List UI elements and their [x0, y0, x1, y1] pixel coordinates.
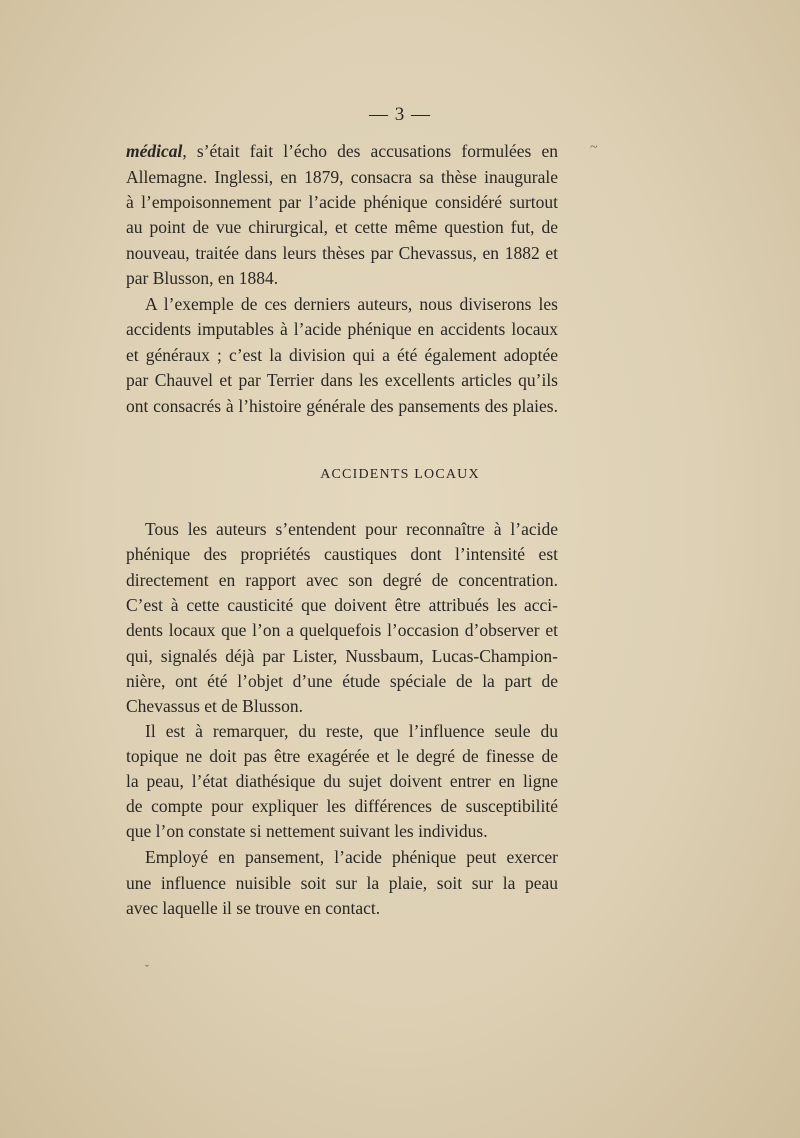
- text-line: la peau, l’état diathésique du sujet doivent entrer en ligne: [126, 771, 558, 791]
- page-number: — 3 —: [369, 104, 431, 125]
- text-line: accidents imputables à l’acide phénique en accidents locaux: [126, 319, 558, 339]
- text-line: Employé en pansement, l’acide phénique peut exercer: [145, 847, 558, 867]
- text-line: Allemagne. Inglessi, en 1879, consacra sa thèse inaugurale: [126, 167, 558, 187]
- text-line: qui, signalés déjà par Lister, Nussbaum, Lucas-Champion-: [126, 646, 558, 666]
- text-line: Il est à remarquer, du reste, que l’influence seule du: [145, 721, 558, 741]
- text-line: au point de vue chirurgical, et cette même question fut, de: [126, 217, 558, 237]
- text-line: topique ne doit pas être exagérée et le degré de finesse de: [126, 746, 558, 766]
- text-line: nouveau, traitée dans leurs thèses par Chevassus, en 1882 et: [126, 243, 558, 263]
- text-line: phénique des propriétés caustiques dont l’intensité est: [126, 544, 558, 564]
- text-line: directement en rapport avec son degré de concentration.: [126, 570, 558, 590]
- text-line: une influence nuisible soit sur la plaie, soit sur la peau: [126, 873, 558, 893]
- text-line: que l’on constate si nettement suivant les individus.: [126, 821, 488, 841]
- text-line: et généraux ; c’est la division qui a été également adoptée: [126, 345, 558, 365]
- text-line: Chevassus et de Blusson.: [126, 696, 303, 716]
- text-line: ont consacrés à l’histoire générale des pansements des plaies.: [126, 396, 558, 416]
- text-line: A l’exemple de ces derniers auteurs, nous diviserons les: [145, 294, 558, 314]
- text-line: dents locaux que l’on a quelquefois l’occasion d’observer et: [126, 620, 558, 640]
- text-line-rest: , s’était fait l’écho des accusations formulées en: [182, 141, 558, 161]
- margin-mark-icon: ~: [590, 140, 598, 155]
- emphasized-word: médical: [126, 141, 183, 161]
- text-line: C’est à cette causticité que doivent être attribués les acci-: [126, 595, 558, 615]
- ink-speck-icon: ˇ: [145, 962, 149, 976]
- text-line: par Chauvel et par Terrier dans les excellents articles qu’ils: [126, 370, 558, 390]
- text-line: par Blusson, en 1884.: [126, 268, 279, 288]
- text-line: à l’empoisonnement par l’acide phénique considéré surtout: [126, 192, 558, 212]
- text-line: avec laquelle il se trouve en contact.: [126, 898, 381, 918]
- section-heading: ACCIDENTS LOCAUX: [320, 467, 480, 482]
- text-line: de compte pour expliquer les différences de susceptibilité: [126, 796, 558, 816]
- text-line: [126, 140, 558, 162]
- text-line: Tous les auteurs s’entendent pour reconnaître à l’acide: [145, 519, 558, 539]
- text-line: nière, ont été l’objet d’une étude spéciale de la part de: [126, 671, 558, 691]
